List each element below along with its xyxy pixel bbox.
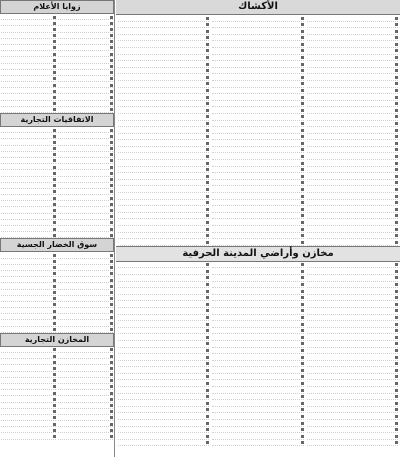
name-entry [212, 61, 303, 68]
main-content [116, 0, 400, 457]
name-entry [307, 301, 398, 308]
name-entry [307, 134, 398, 141]
name-entry [118, 127, 209, 134]
name-entry [118, 74, 209, 81]
name-entry [307, 206, 398, 213]
name-entry [118, 301, 209, 308]
name-entry [118, 193, 209, 200]
name-entry [307, 88, 398, 95]
name-entry [118, 186, 209, 193]
name-entry [212, 288, 303, 295]
name-entry [212, 394, 303, 401]
name-entry [307, 74, 398, 81]
name-entry [118, 440, 209, 447]
warehouses-heading: مخازن وأراضي المدينة الحرفية [116, 246, 400, 262]
kiosks-heading: الأكشاك [116, 0, 400, 15]
name-entry [118, 394, 209, 401]
name-entry [307, 41, 398, 48]
name-entry [212, 15, 303, 22]
name-entry [118, 380, 209, 387]
name-entry [212, 275, 303, 282]
name-entry [307, 420, 398, 427]
name-entry [1, 327, 56, 333]
kiosks-grid [116, 15, 400, 246]
name-entry [118, 41, 209, 48]
name-entry [118, 282, 209, 289]
name-entry [118, 348, 209, 355]
name-entry [212, 400, 303, 407]
name-entry [307, 121, 398, 128]
name-entry [307, 140, 398, 147]
name-entry [307, 233, 398, 240]
name-entry [118, 275, 209, 282]
name-entry [118, 22, 209, 29]
name-entry [307, 413, 398, 420]
name-entry [58, 107, 113, 113]
name-entry [212, 200, 303, 207]
name-entry [118, 153, 209, 160]
name-entry [118, 35, 209, 42]
name-entry [118, 88, 209, 95]
name-entry [307, 193, 398, 200]
name-entry [58, 232, 113, 238]
name-entry [212, 308, 303, 315]
name-entry [212, 341, 303, 348]
name-entry [118, 140, 209, 147]
name-entry [118, 328, 209, 335]
name-entry [307, 107, 398, 114]
name-entry [212, 233, 303, 240]
name-entry [307, 288, 398, 295]
name-entry [212, 295, 303, 302]
name-entry [307, 173, 398, 180]
name-entry [307, 180, 398, 187]
name-entry [118, 367, 209, 374]
sidebar-section-list [0, 347, 114, 440]
name-entry [307, 55, 398, 62]
name-entry [212, 328, 303, 335]
name-entry [212, 94, 303, 101]
name-entry [118, 219, 209, 226]
name-entry [307, 328, 398, 335]
name-entry [212, 239, 303, 246]
name-entry [307, 15, 398, 22]
name-entry [307, 374, 398, 381]
name-entry [118, 315, 209, 322]
name-entry [212, 407, 303, 414]
name-entry [118, 268, 209, 275]
name-entry [212, 380, 303, 387]
name-entry [118, 374, 209, 381]
name-entry [212, 35, 303, 42]
name-entry [307, 160, 398, 167]
name-entry [118, 262, 209, 269]
name-entry [307, 200, 398, 207]
name-entry [212, 68, 303, 75]
name-entry [58, 433, 113, 439]
name-entry [307, 321, 398, 328]
name-entry [118, 15, 209, 22]
name-entry [307, 341, 398, 348]
name-entry [212, 361, 303, 368]
name-entry [118, 334, 209, 341]
name-entry [307, 268, 398, 275]
name-entry [212, 413, 303, 420]
name-entry [307, 282, 398, 289]
name-entry [307, 226, 398, 233]
name-entry [212, 420, 303, 427]
name-entry [118, 213, 209, 220]
name-entry [212, 427, 303, 434]
name-entry [118, 321, 209, 328]
name-entry [307, 433, 398, 440]
name-entry [212, 81, 303, 88]
name-entry [307, 400, 398, 407]
name-entry [118, 134, 209, 141]
sidebar-section-list [0, 252, 114, 332]
name-entry [212, 114, 303, 121]
name-entry [212, 74, 303, 81]
name-entry [307, 147, 398, 154]
name-entry [118, 94, 209, 101]
name-entry [118, 55, 209, 62]
name-entry [307, 68, 398, 75]
name-entry [118, 101, 209, 108]
name-entry [212, 219, 303, 226]
name-entry [118, 61, 209, 68]
name-entry [307, 387, 398, 394]
name-entry [212, 186, 303, 193]
sidebar-section-title: سوق الخضار الجسية [0, 238, 114, 252]
name-entry [118, 341, 209, 348]
name-entry [118, 160, 209, 167]
name-entry [212, 180, 303, 187]
name-entry [118, 48, 209, 55]
name-entry [1, 433, 56, 439]
name-entry [212, 167, 303, 174]
name-entry [307, 167, 398, 174]
name-entry [307, 213, 398, 220]
name-entry [118, 173, 209, 180]
name-entry [212, 28, 303, 35]
name-entry [212, 440, 303, 447]
name-entry [212, 321, 303, 328]
name-entry [212, 55, 303, 62]
name-entry [118, 288, 209, 295]
name-entry [307, 308, 398, 315]
name-entry [307, 94, 398, 101]
name-entry [212, 206, 303, 213]
name-entry [212, 107, 303, 114]
sidebar [0, 0, 115, 457]
name-entry [212, 226, 303, 233]
name-entry [1, 107, 56, 113]
name-entry [118, 167, 209, 174]
name-entry [118, 81, 209, 88]
name-entry [307, 295, 398, 302]
name-entry [212, 301, 303, 308]
sidebar-section-title: زوايا الأعلام [0, 0, 114, 14]
name-entry [212, 433, 303, 440]
name-entry [212, 134, 303, 141]
name-entry [118, 354, 209, 361]
warehouses-grid [116, 262, 400, 447]
name-entry [118, 200, 209, 207]
name-entry [212, 367, 303, 374]
name-entry [212, 213, 303, 220]
name-entry [307, 186, 398, 193]
name-entry [307, 348, 398, 355]
name-entry [118, 147, 209, 154]
sidebar-section-title: الاتفاقيات التجارية [0, 113, 114, 127]
name-entry [307, 354, 398, 361]
name-entry [212, 48, 303, 55]
name-entry [212, 193, 303, 200]
name-entry [307, 22, 398, 29]
name-entry [212, 374, 303, 381]
name-entry [118, 400, 209, 407]
name-entry [307, 394, 398, 401]
name-entry [307, 48, 398, 55]
name-entry [118, 239, 209, 246]
name-entry [307, 262, 398, 269]
name-entry [118, 114, 209, 121]
name-entry [307, 81, 398, 88]
name-entry [118, 427, 209, 434]
name-entry [307, 334, 398, 341]
name-entry [212, 387, 303, 394]
name-entry [212, 334, 303, 341]
name-entry [307, 315, 398, 322]
sidebar-section-title: المخازن التجارية [0, 333, 114, 347]
name-entry [212, 348, 303, 355]
name-entry [212, 140, 303, 147]
name-entry [212, 160, 303, 167]
name-entry [212, 127, 303, 134]
name-entry [118, 68, 209, 75]
name-entry [307, 219, 398, 226]
name-entry [307, 427, 398, 434]
name-entry [118, 233, 209, 240]
name-entry [212, 22, 303, 29]
name-entry [118, 206, 209, 213]
name-entry [307, 28, 398, 35]
name-entry [212, 173, 303, 180]
name-entry [212, 282, 303, 289]
name-entry [212, 41, 303, 48]
name-entry [118, 433, 209, 440]
name-entry [307, 153, 398, 160]
name-entry [307, 367, 398, 374]
name-entry [118, 295, 209, 302]
name-entry [307, 407, 398, 414]
name-entry [212, 315, 303, 322]
name-entry [212, 121, 303, 128]
name-entry [118, 28, 209, 35]
name-entry [307, 35, 398, 42]
name-entry [307, 361, 398, 368]
name-entry [118, 387, 209, 394]
name-entry [212, 88, 303, 95]
sidebar-section-list [0, 14, 114, 113]
name-entry [118, 308, 209, 315]
name-entry [307, 114, 398, 121]
name-entry [307, 380, 398, 387]
name-entry [212, 268, 303, 275]
name-entry [212, 101, 303, 108]
name-entry [307, 61, 398, 68]
name-entry [307, 101, 398, 108]
name-entry [1, 232, 56, 238]
name-entry [307, 440, 398, 447]
name-entry [118, 180, 209, 187]
sidebar-section-list [0, 127, 114, 238]
name-entry [212, 147, 303, 154]
name-entry [118, 413, 209, 420]
name-entry [307, 275, 398, 282]
name-entry [118, 420, 209, 427]
name-entry [307, 127, 398, 134]
name-entry [58, 327, 113, 333]
name-entry [118, 226, 209, 233]
name-entry [212, 262, 303, 269]
name-entry [118, 107, 209, 114]
name-entry [118, 121, 209, 128]
name-entry [212, 354, 303, 361]
name-entry [118, 407, 209, 414]
name-entry [307, 239, 398, 246]
name-entry [118, 361, 209, 368]
name-entry [212, 153, 303, 160]
